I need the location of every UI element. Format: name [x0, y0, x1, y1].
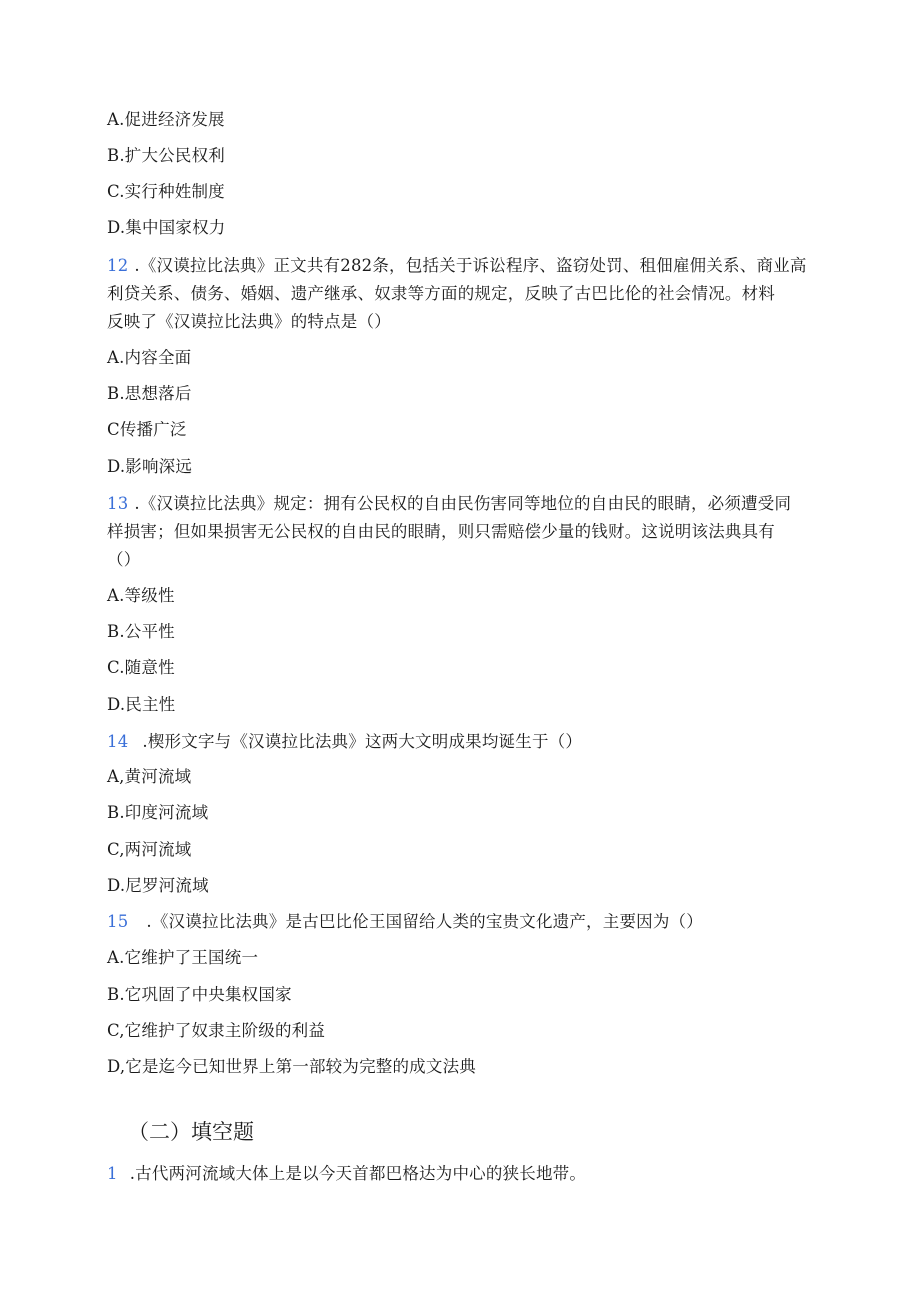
- q15-option-d: D,它是迄今已知世界上第一部较为完整的成文法典: [107, 1057, 476, 1076]
- q12-option-b: B.思想落后: [107, 384, 192, 403]
- q14-text: .楔形文字与《汉谟拉比法典》这两大文明成果均诞生于（）: [142, 732, 583, 751]
- q14-option-b: B.印度河流域: [107, 803, 209, 822]
- q13-option-a: A.等级性: [107, 586, 175, 605]
- fill-question-1: [107, 1164, 586, 1184]
- q14-stem-line-1: [107, 732, 582, 752]
- question-number: 13: [107, 494, 129, 513]
- section-heading: （二）填空题: [128, 1120, 254, 1144]
- q11-option-d: D.集中国家权力: [107, 218, 226, 237]
- q13-option-d: D.民主性: [107, 695, 176, 714]
- q12-option-c: C传播广泛: [107, 420, 187, 439]
- q12-option-a: A.内容全面: [107, 348, 192, 367]
- q11-option-a: A.促进经济发展: [107, 110, 225, 129]
- q15-stem-line-1: [107, 912, 703, 932]
- q13-stem-line-2: 样损害；但如果损害无公民权的自由民的眼睛，则只需赔偿少量的钱财。这说明该法典具有: [107, 522, 775, 541]
- q13-option-c: C.随意性: [107, 658, 175, 677]
- q11-option-c: C.实行种姓制度: [107, 182, 225, 201]
- question-number: 15: [107, 912, 129, 931]
- q13-stem-line-1: [107, 494, 791, 514]
- q11-option-b: B.扩大公民权利: [107, 146, 225, 165]
- question-number: 12: [107, 256, 129, 275]
- q14-option-a: A,黄河流域: [107, 767, 192, 786]
- q15-option-a: A.它维护了王国统一: [107, 948, 259, 967]
- q14-option-d: D.尼罗河流域: [107, 876, 209, 895]
- q13-option-b: B.公平性: [107, 622, 175, 641]
- fill1-text: .古代两河流域大体上是以今天首都巴格达为中心的狭长地带。: [129, 1164, 587, 1183]
- q15-option-b: B.它巩固了中央集权国家: [107, 985, 292, 1004]
- q12-stem-line-2: 利贷关系、债务、婚姻、遗产继承、奴隶等方面的规定，反映了古巴比伦的社会情况。材料: [107, 284, 775, 303]
- q14-option-c: C,两河流域: [107, 840, 192, 859]
- q13-text: .《汉谟拉比法典》规定：拥有公民权的自由民伤害同等地位的自由民的眼睛，必须遭受同: [134, 494, 792, 513]
- q13-stem-line-3: （）: [107, 550, 141, 569]
- question-number: 1: [107, 1164, 118, 1183]
- q12-stem-line-1: [107, 256, 807, 276]
- q12-stem-line-3: 反映了《汉谟拉比法典》的特点是（）: [107, 312, 391, 331]
- q15-text: .《汉谟拉比法典》是古巴比伦王国留给人类的宝贵文化遗产，主要因为（）: [146, 912, 703, 931]
- question-number: 14: [107, 732, 129, 751]
- q12-option-d: D.影响深远: [107, 457, 193, 476]
- q12-text: .《汉谟拉比法典》正文共有282条，包括关于诉讼程序、盗窃处罚、租佃雇佣关系、商业高: [134, 256, 807, 275]
- q15-option-c: C,它维护了奴隶主阶级的利益: [107, 1021, 326, 1040]
